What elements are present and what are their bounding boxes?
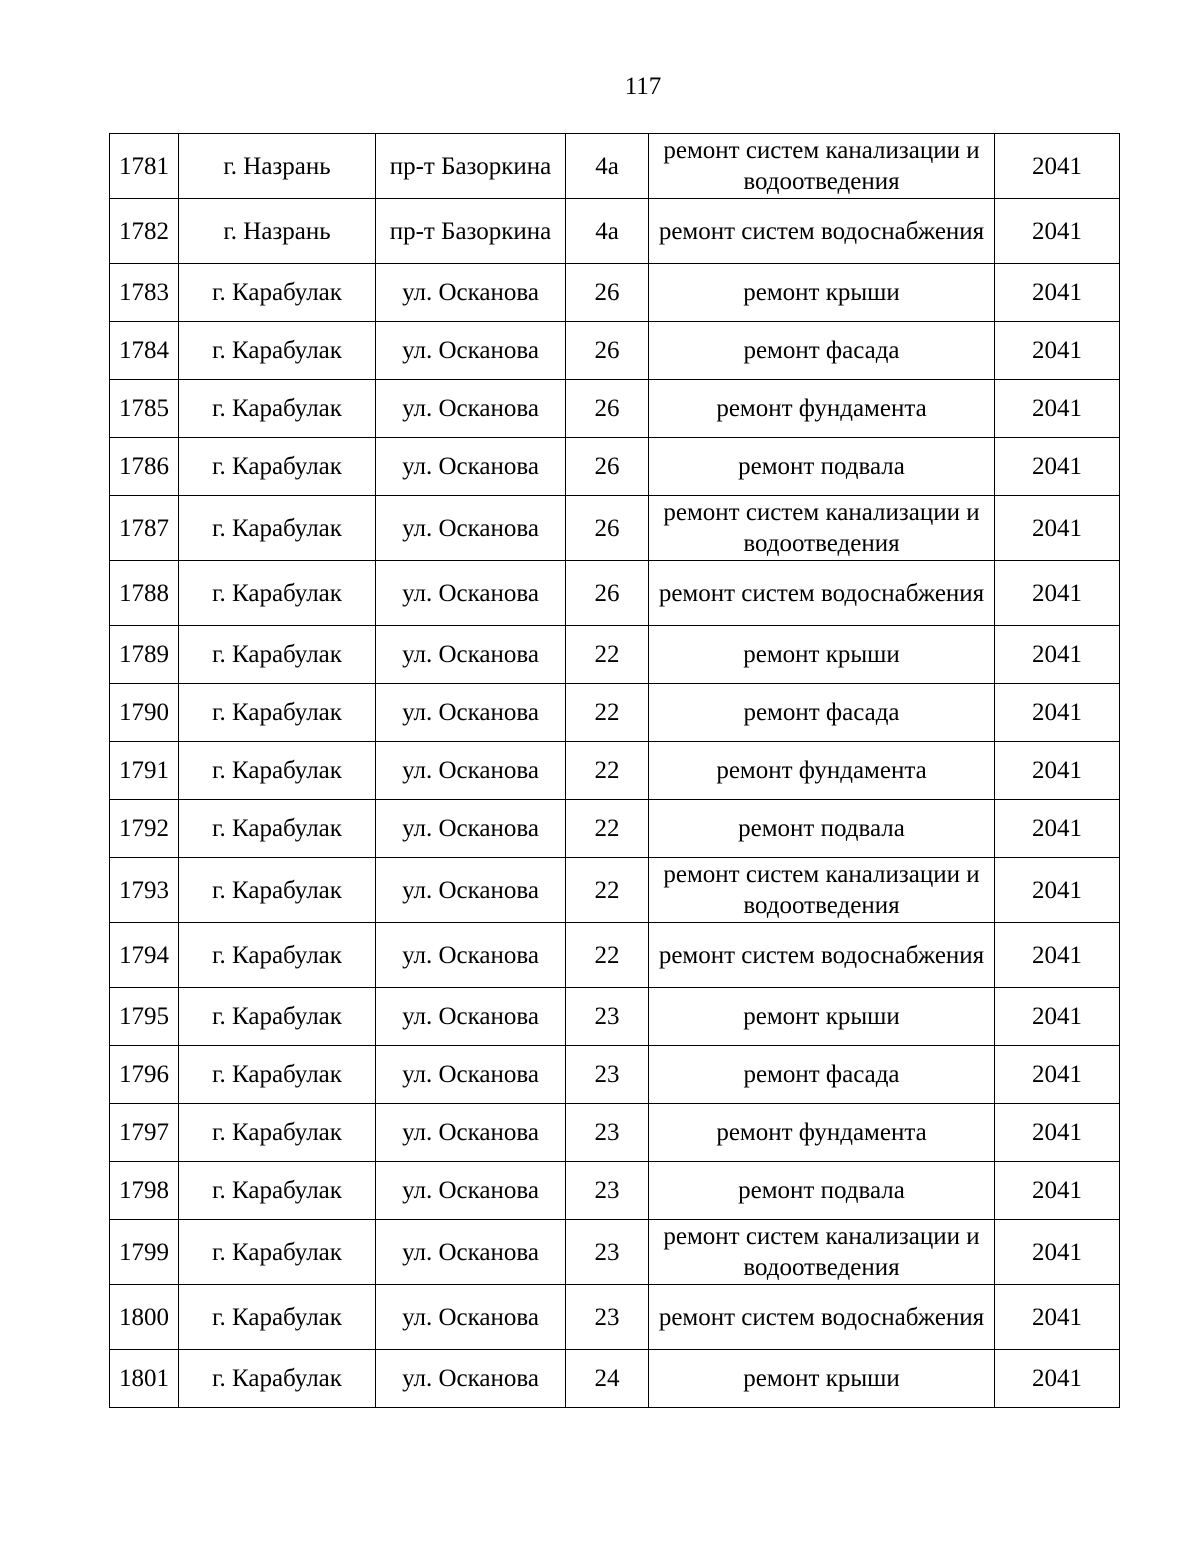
cell-work-type: ремонт систем канализации и водоотведения [649, 858, 995, 923]
cell-city: г. Карабулак [179, 1046, 376, 1104]
cell-work-type: ремонт систем водоснабжения [649, 199, 995, 264]
cell-city: г. Карабулак [179, 561, 376, 626]
table-row [110, 1104, 1120, 1162]
cell-house: 24 [566, 1350, 649, 1408]
cell-street: ул. Осканова [376, 988, 566, 1046]
cell-house: 22 [566, 858, 649, 923]
cell-house: 4а [566, 199, 649, 264]
cell-year: 2041 [995, 380, 1120, 438]
cell-house: 4а [566, 134, 649, 199]
cell-city: г. Карабулак [179, 1350, 376, 1408]
cell-year: 2041 [995, 561, 1120, 626]
cell-house: 22 [566, 800, 649, 858]
table-row [110, 380, 1120, 438]
table-row [110, 1046, 1120, 1104]
cell-city: г. Карабулак [179, 988, 376, 1046]
cell-city: г. Карабулак [179, 742, 376, 800]
cell-street: пр-т Базоркина [376, 134, 566, 199]
table-row [110, 322, 1120, 380]
cell-work-type: ремонт крыши [649, 626, 995, 684]
cell-house: 22 [566, 923, 649, 988]
cell-work-type: ремонт систем канализации и водоотведения [649, 496, 995, 561]
table-row [110, 561, 1120, 626]
cell-year: 2041 [995, 322, 1120, 380]
table-row [110, 1285, 1120, 1350]
cell-street: ул. Осканова [376, 626, 566, 684]
table-row [110, 988, 1120, 1046]
cell-street: ул. Осканова [376, 858, 566, 923]
cell-house: 23 [566, 1046, 649, 1104]
cell-year: 2041 [995, 199, 1120, 264]
cell-street: ул. Осканова [376, 1285, 566, 1350]
cell-year: 2041 [995, 626, 1120, 684]
cell-house: 26 [566, 561, 649, 626]
cell-year: 2041 [995, 1285, 1120, 1350]
cell-number: 1788 [110, 561, 179, 626]
cell-number: 1784 [110, 322, 179, 380]
cell-street: ул. Осканова [376, 322, 566, 380]
cell-year: 2041 [995, 1220, 1120, 1285]
cell-year: 2041 [995, 1350, 1120, 1408]
cell-street: ул. Осканова [376, 1104, 566, 1162]
table-row [110, 438, 1120, 496]
cell-number: 1796 [110, 1046, 179, 1104]
cell-number: 1781 [110, 134, 179, 199]
cell-number: 1789 [110, 626, 179, 684]
cell-number: 1787 [110, 496, 179, 561]
cell-year: 2041 [995, 438, 1120, 496]
cell-number: 1791 [110, 742, 179, 800]
cell-city: г. Карабулак [179, 1104, 376, 1162]
cell-year: 2041 [995, 684, 1120, 742]
cell-house: 26 [566, 438, 649, 496]
cell-year: 2041 [995, 1104, 1120, 1162]
cell-street: ул. Осканова [376, 264, 566, 322]
table-row [110, 858, 1120, 923]
cell-number: 1793 [110, 858, 179, 923]
cell-work-type: ремонт фасада [649, 322, 995, 380]
cell-year: 2041 [995, 988, 1120, 1046]
cell-work-type: ремонт систем водоснабжения [649, 923, 995, 988]
cell-house: 26 [566, 322, 649, 380]
cell-work-type: ремонт крыши [649, 1350, 995, 1408]
cell-number: 1792 [110, 800, 179, 858]
cell-house: 23 [566, 1285, 649, 1350]
table-row [110, 923, 1120, 988]
cell-work-type: ремонт подвала [649, 1162, 995, 1220]
cell-number: 1786 [110, 438, 179, 496]
cell-work-type: ремонт систем водоснабжения [649, 1285, 995, 1350]
table-row [110, 800, 1120, 858]
cell-city: г. Карабулак [179, 496, 376, 561]
cell-year: 2041 [995, 858, 1120, 923]
cell-work-type: ремонт систем канализации и водоотведения [649, 1220, 995, 1285]
cell-number: 1782 [110, 199, 179, 264]
cell-city: г. Карабулак [179, 264, 376, 322]
cell-year: 2041 [995, 742, 1120, 800]
table-row [110, 134, 1120, 199]
cell-city: г. Карабулак [179, 800, 376, 858]
cell-street: ул. Осканова [376, 923, 566, 988]
cell-house: 23 [566, 1104, 649, 1162]
cell-number: 1790 [110, 684, 179, 742]
cell-number: 1783 [110, 264, 179, 322]
cell-street: ул. Осканова [376, 800, 566, 858]
cell-work-type: ремонт фундамента [649, 380, 995, 438]
cell-city: г. Карабулак [179, 1162, 376, 1220]
cell-street: ул. Осканова [376, 496, 566, 561]
table-row [110, 626, 1120, 684]
cell-work-type: ремонт крыши [649, 988, 995, 1046]
cell-city: г. Карабулак [179, 1220, 376, 1285]
table-row [110, 684, 1120, 742]
table-row [110, 264, 1120, 322]
cell-city: г. Карабулак [179, 438, 376, 496]
cell-city: г. Карабулак [179, 380, 376, 438]
cell-city: г. Карабулак [179, 684, 376, 742]
cell-city: г. Карабулак [179, 858, 376, 923]
page-number: 117 [624, 73, 662, 100]
table-row [110, 742, 1120, 800]
cell-street: ул. Осканова [376, 1220, 566, 1285]
cell-number: 1795 [110, 988, 179, 1046]
cell-work-type: ремонт фундамента [649, 1104, 995, 1162]
cell-year: 2041 [995, 264, 1120, 322]
cell-year: 2041 [995, 1046, 1120, 1104]
cell-house: 22 [566, 742, 649, 800]
cell-street: пр-т Базоркина [376, 199, 566, 264]
cell-number: 1801 [110, 1350, 179, 1408]
cell-number: 1800 [110, 1285, 179, 1350]
table-row [110, 1220, 1120, 1285]
cell-number: 1799 [110, 1220, 179, 1285]
cell-street: ул. Осканова [376, 561, 566, 626]
cell-number: 1785 [110, 380, 179, 438]
cell-house: 22 [566, 684, 649, 742]
cell-year: 2041 [995, 496, 1120, 561]
cell-year: 2041 [995, 134, 1120, 199]
cell-work-type: ремонт подвала [649, 800, 995, 858]
cell-house: 26 [566, 496, 649, 561]
cell-house: 23 [566, 1220, 649, 1285]
cell-house: 22 [566, 626, 649, 684]
cell-city: г. Назрань [179, 134, 376, 199]
repair-schedule-table [109, 133, 1120, 1408]
cell-number: 1797 [110, 1104, 179, 1162]
table-body [110, 134, 1120, 1408]
cell-house: 26 [566, 380, 649, 438]
cell-city: г. Карабулак [179, 923, 376, 988]
cell-city: г. Карабулак [179, 626, 376, 684]
cell-number: 1794 [110, 923, 179, 988]
cell-street: ул. Осканова [376, 1162, 566, 1220]
table-row [110, 496, 1120, 561]
cell-year: 2041 [995, 1162, 1120, 1220]
table-row [110, 1350, 1120, 1408]
cell-house: 23 [566, 1162, 649, 1220]
cell-work-type: ремонт крыши [649, 264, 995, 322]
cell-street: ул. Осканова [376, 1350, 566, 1408]
cell-work-type: ремонт фундамента [649, 742, 995, 800]
cell-work-type: ремонт систем канализации и водоотведения [649, 134, 995, 199]
cell-house: 26 [566, 264, 649, 322]
cell-work-type: ремонт подвала [649, 438, 995, 496]
cell-street: ул. Осканова [376, 1046, 566, 1104]
cell-work-type: ремонт систем водоснабжения [649, 561, 995, 626]
cell-street: ул. Осканова [376, 438, 566, 496]
cell-number: 1798 [110, 1162, 179, 1220]
cell-year: 2041 [995, 923, 1120, 988]
cell-street: ул. Осканова [376, 380, 566, 438]
cell-work-type: ремонт фасада [649, 1046, 995, 1104]
table-row [110, 1162, 1120, 1220]
table-row [110, 199, 1120, 264]
cell-city: г. Карабулак [179, 1285, 376, 1350]
cell-street: ул. Осканова [376, 684, 566, 742]
cell-year: 2041 [995, 800, 1120, 858]
cell-city: г. Назрань [179, 199, 376, 264]
cell-street: ул. Осканова [376, 742, 566, 800]
cell-city: г. Карабулак [179, 322, 376, 380]
cell-work-type: ремонт фасада [649, 684, 995, 742]
cell-house: 23 [566, 988, 649, 1046]
